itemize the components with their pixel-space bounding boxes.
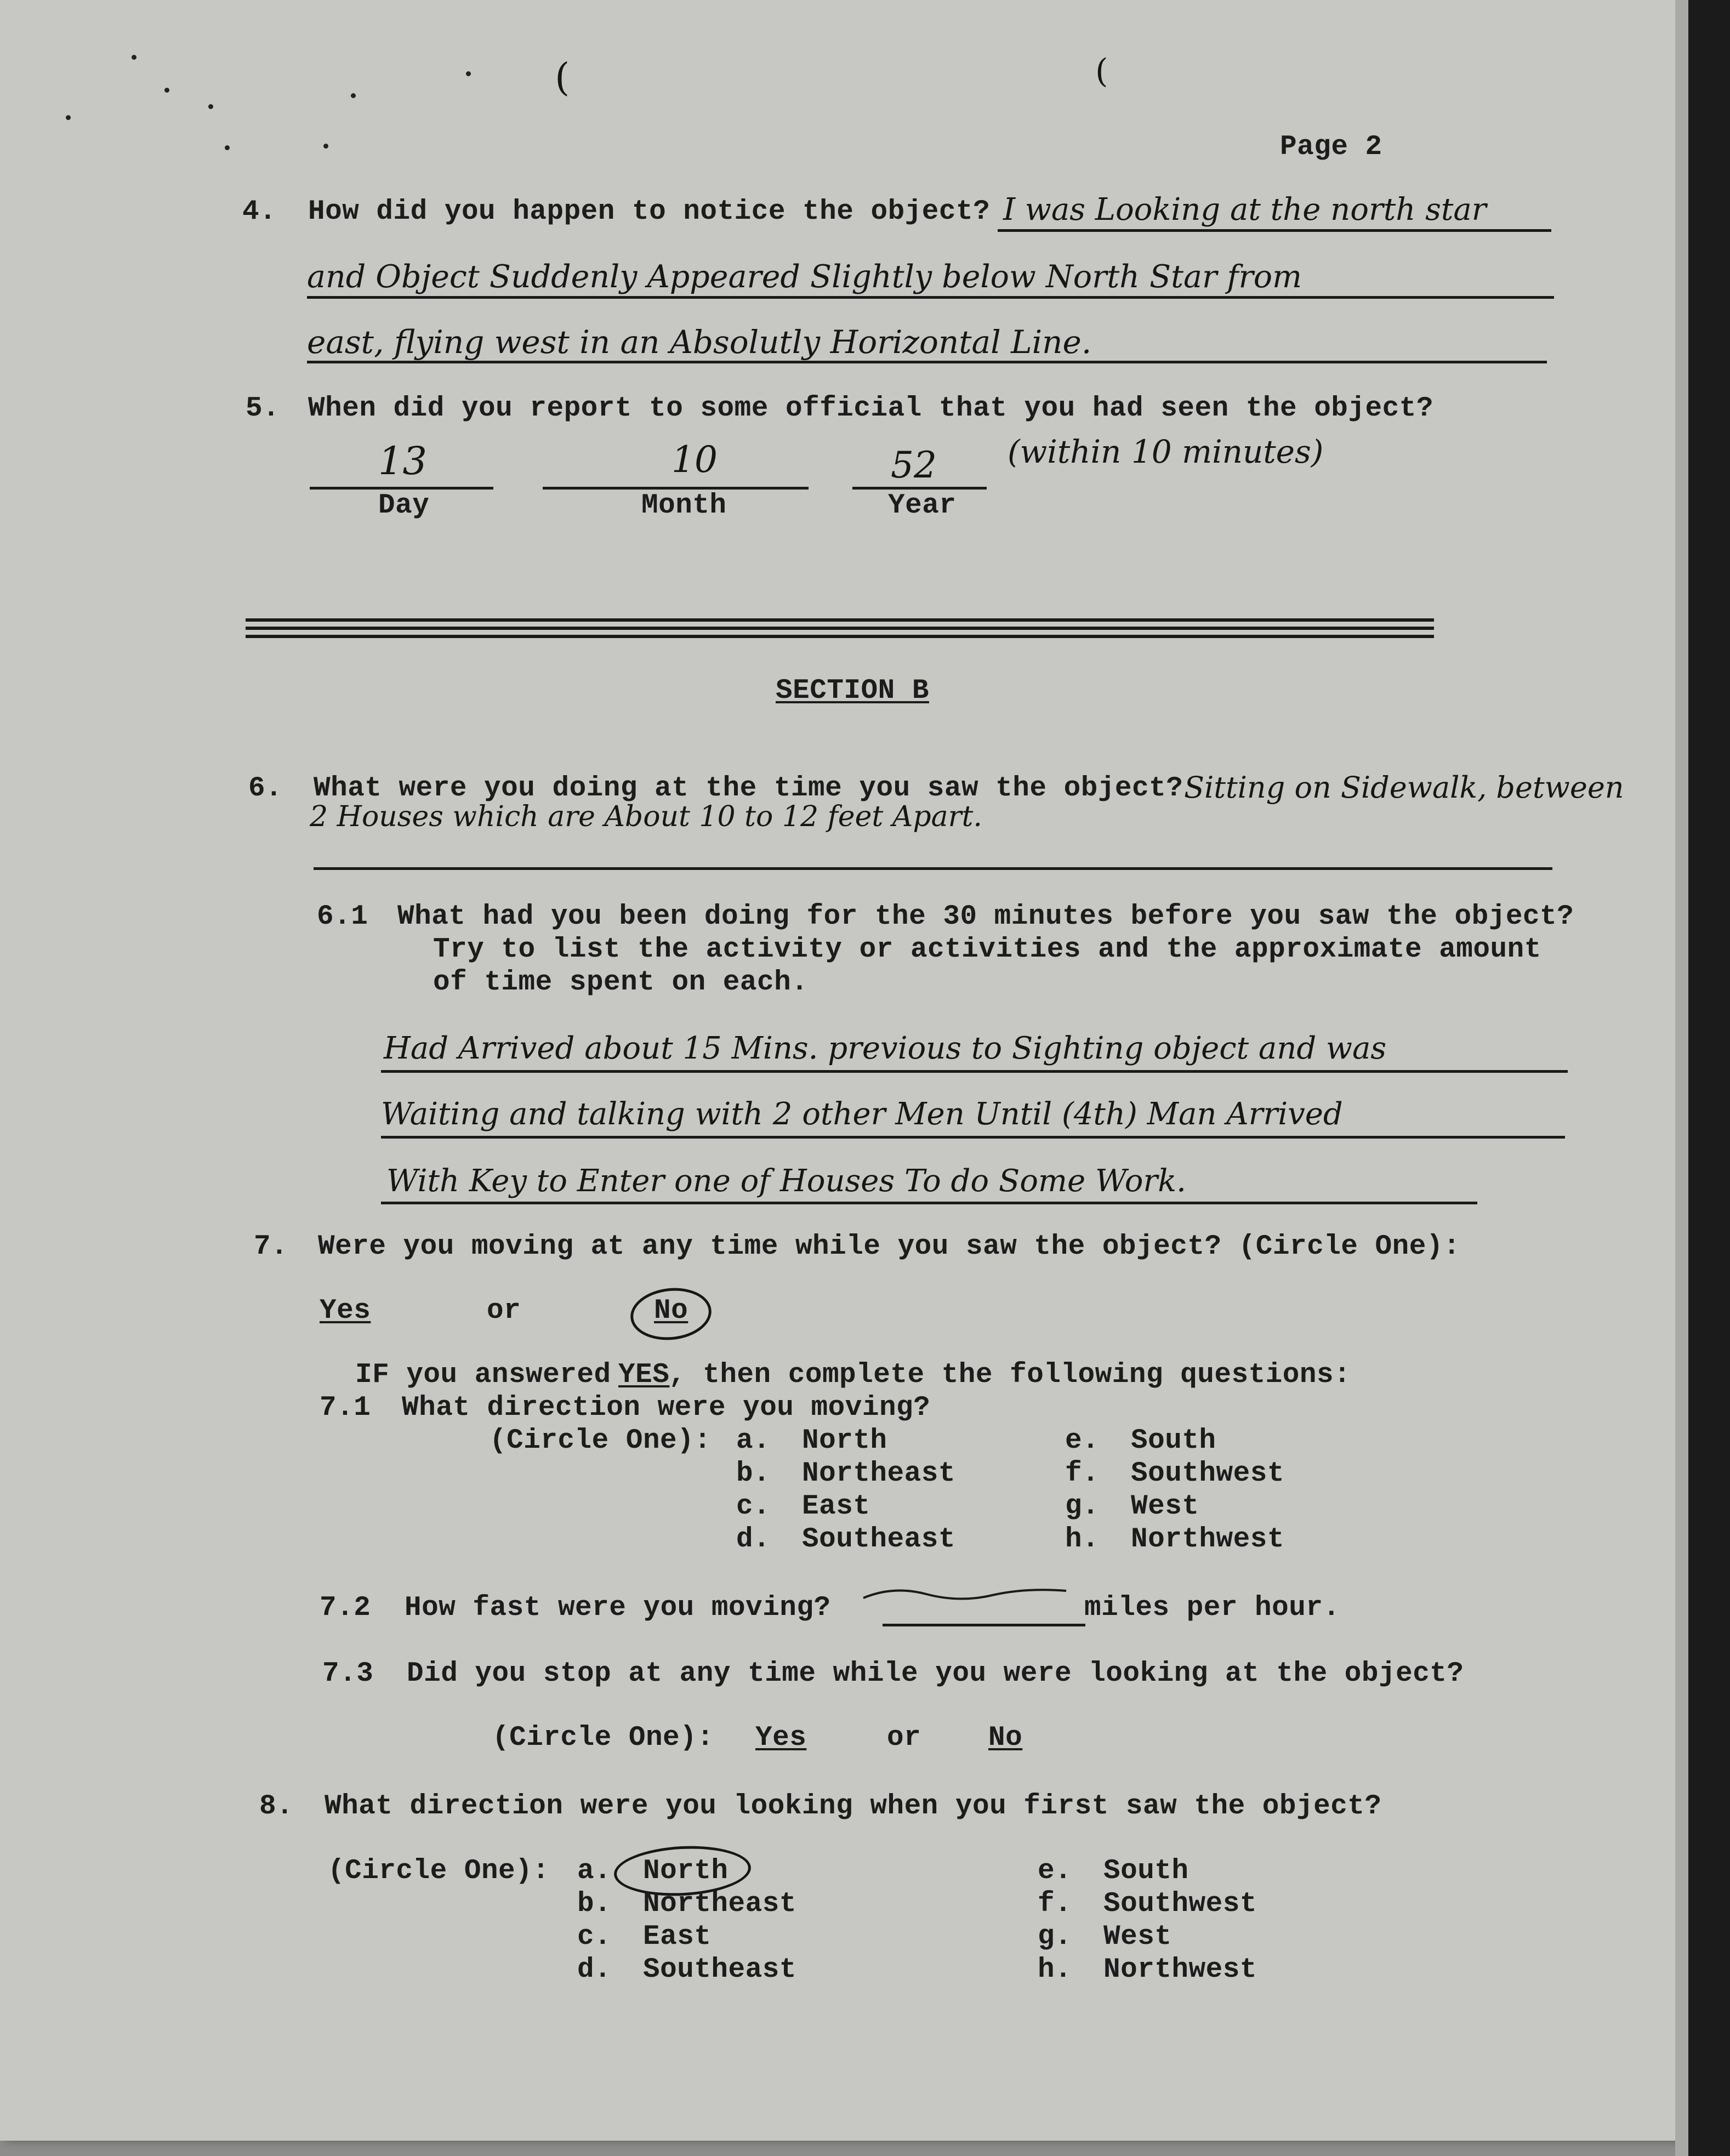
ink-speck xyxy=(225,145,230,150)
q6-1-number: 6.1 xyxy=(317,901,368,932)
q5-year-value: 52 xyxy=(891,444,937,486)
q7-2-pen-stroke xyxy=(861,1584,1069,1606)
q7-if-yes: YES xyxy=(618,1359,670,1391)
q7-3-yes-option[interactable]: Yes xyxy=(755,1722,807,1754)
q8-option-southwest[interactable]: Southwest xyxy=(1103,1888,1257,1920)
section-divider xyxy=(246,618,1434,622)
q7-1-number: 7.1 xyxy=(320,1392,371,1424)
q4-answer-line-1: I was Looking at the north star xyxy=(1003,192,1487,227)
q8-option-south[interactable]: South xyxy=(1103,1856,1189,1887)
q5-note: (within 10 minutes) xyxy=(1008,433,1324,470)
day-underline xyxy=(310,487,493,490)
q6-1-answer-line-1: Had Arrived about 15 Mins. previous to Sighting object and was xyxy=(384,1031,1387,1066)
q7-number: 7. xyxy=(254,1231,288,1262)
q7-1-option-letter: d. xyxy=(736,1524,771,1555)
q8-option-letter: f. xyxy=(1038,1888,1072,1920)
q7-3-or-label: or xyxy=(887,1722,921,1754)
q7-2-question: How fast were you moving? xyxy=(405,1592,831,1624)
q8-option-letter: g. xyxy=(1038,1921,1072,1953)
q6-answer-underline xyxy=(314,867,1552,870)
q7-no-option[interactable]: No xyxy=(654,1295,688,1327)
q7-1-option-letter: g. xyxy=(1065,1491,1100,1522)
section-title: SECTION B xyxy=(776,675,929,707)
q8-option-letter: h. xyxy=(1038,1954,1072,1986)
q8-option-north[interactable]: North xyxy=(643,1856,729,1887)
q8-number: 8. xyxy=(259,1791,294,1822)
q7-1-option-letter: h. xyxy=(1065,1524,1100,1555)
q8-question: What direction were you looking when you first saw the object? xyxy=(325,1791,1382,1822)
q5-day-value: 13 xyxy=(378,439,428,483)
day-label: Day xyxy=(378,490,430,521)
q7-yes-option[interactable]: Yes xyxy=(320,1295,371,1327)
q6-1-answer-line-3: With Key to Enter one of Houses To do Some Work. xyxy=(386,1163,1186,1199)
q7-1-option-south[interactable]: South xyxy=(1131,1425,1216,1457)
q4-answer-underline xyxy=(307,361,1547,363)
scan-edge-dark xyxy=(1688,0,1730,2156)
year-underline xyxy=(852,487,987,490)
year-label: Year xyxy=(888,490,957,521)
q8-option-east[interactable]: East xyxy=(643,1921,712,1953)
q7-3-number: 7.3 xyxy=(322,1658,374,1689)
q6-1-question-line-3: of time spent on each. xyxy=(433,967,809,998)
month-underline xyxy=(543,487,809,490)
q7-1-option-southeast[interactable]: Southeast xyxy=(802,1524,955,1555)
q7-or-label: or xyxy=(487,1295,521,1327)
q8-option-letter: b. xyxy=(577,1888,612,1920)
binder-hole-mark: ( xyxy=(555,55,570,100)
q4-answer-line-3: east, flying west in an Absolutly Horizontal Line. xyxy=(307,323,1092,361)
q8-option-west[interactable]: West xyxy=(1103,1921,1172,1953)
q8-circle-label: (Circle One): xyxy=(328,1856,550,1887)
section-divider xyxy=(246,627,1434,630)
q4-number: 4. xyxy=(242,196,277,227)
q6-1-answer-underline xyxy=(381,1070,1568,1073)
q7-1-option-northwest[interactable]: Northwest xyxy=(1131,1524,1284,1555)
q7-3-circle-label: (Circle One): xyxy=(492,1722,714,1754)
q7-if-prefix: IF you answered xyxy=(355,1359,611,1391)
q6-1-answer-underline xyxy=(381,1202,1477,1204)
q8-option-letter: c. xyxy=(577,1921,612,1953)
q7-2-unit: miles per hour. xyxy=(1084,1592,1340,1624)
q6-answer-line-1: Sitting on Sidewalk, between xyxy=(1184,770,1624,805)
q4-question: How did you happen to notice the object? xyxy=(308,196,991,227)
q7-2-speed-field[interactable] xyxy=(883,1624,1085,1626)
q8-option-letter: d. xyxy=(577,1954,612,1986)
q7-3-question: Did you stop at any time while you were looking at the object? xyxy=(407,1658,1464,1689)
q7-question: Were you moving at any time while you saw the object? (Circle One): xyxy=(318,1231,1461,1262)
q7-1-option-west[interactable]: West xyxy=(1131,1491,1199,1522)
q6-1-answer-underline xyxy=(381,1136,1565,1139)
q7-3-no-option[interactable]: No xyxy=(988,1722,1023,1754)
ink-speck xyxy=(208,104,213,109)
section-divider xyxy=(246,635,1434,638)
ink-speck xyxy=(323,144,328,149)
q8-option-northeast[interactable]: Northeast xyxy=(643,1888,796,1920)
ink-speck xyxy=(466,71,471,76)
q7-if-suffix: , then complete the following questions: xyxy=(669,1359,1351,1391)
binder-hole-mark: ( xyxy=(1095,52,1108,90)
q6-answer-line-2: 2 Houses which are About 10 to 12 feet Apart. xyxy=(310,800,982,833)
q4-answer-underline xyxy=(998,229,1551,232)
q7-1-option-letter: b. xyxy=(736,1458,771,1489)
page-number: Page 2 xyxy=(1280,132,1382,163)
month-label: Month xyxy=(641,490,727,521)
q7-1-circle-label: (Circle One): xyxy=(490,1425,712,1457)
ink-speck xyxy=(66,115,71,120)
q5-month-value: 10 xyxy=(671,439,718,481)
ink-speck xyxy=(132,55,136,60)
q7-2-number: 7.2 xyxy=(320,1592,371,1624)
q7-1-option-north[interactable]: North xyxy=(802,1425,887,1457)
q6-number: 6. xyxy=(248,773,283,804)
q6-question: What were you doing at the time you saw the object? xyxy=(314,773,1183,804)
q6-1-question-line-1: What had you been doing for the 30 minutes before you saw the object? xyxy=(397,901,1574,932)
q6-1-answer-line-2: Waiting and talking with 2 other Men Until (4th) Man Arrived xyxy=(381,1096,1343,1132)
q4-answer-line-2: and Object Suddenly Appeared Slightly below North Star from xyxy=(307,259,1302,295)
q8-option-southeast[interactable]: Southeast xyxy=(643,1954,796,1986)
q5-number: 5. xyxy=(246,393,280,424)
ink-speck xyxy=(164,88,169,93)
q7-1-option-letter: c. xyxy=(736,1491,771,1522)
q7-1-option-letter: f. xyxy=(1065,1458,1100,1489)
q4-answer-underline xyxy=(307,296,1554,299)
q8-option-letter: a. xyxy=(577,1856,612,1887)
q6-1-question-line-2: Try to list the activity or activities and the approximate amount xyxy=(433,934,1541,965)
q7-1-option-letter: a. xyxy=(736,1425,771,1457)
q7-1-option-letter: e. xyxy=(1065,1425,1100,1457)
q5-question: When did you report to some official that you had seen the object? xyxy=(308,393,1433,424)
q7-1-option-southwest[interactable]: Southwest xyxy=(1131,1458,1284,1489)
q8-option-northwest[interactable]: Northwest xyxy=(1103,1954,1257,1986)
q7-1-question: What direction were you moving? xyxy=(402,1392,931,1424)
q7-no-circle-mark xyxy=(628,1284,714,1344)
ink-speck xyxy=(351,93,356,98)
q7-1-option-east[interactable]: East xyxy=(802,1491,870,1522)
q7-1-option-northeast[interactable]: Northeast xyxy=(802,1458,955,1489)
q8-option-letter: e. xyxy=(1038,1856,1072,1887)
